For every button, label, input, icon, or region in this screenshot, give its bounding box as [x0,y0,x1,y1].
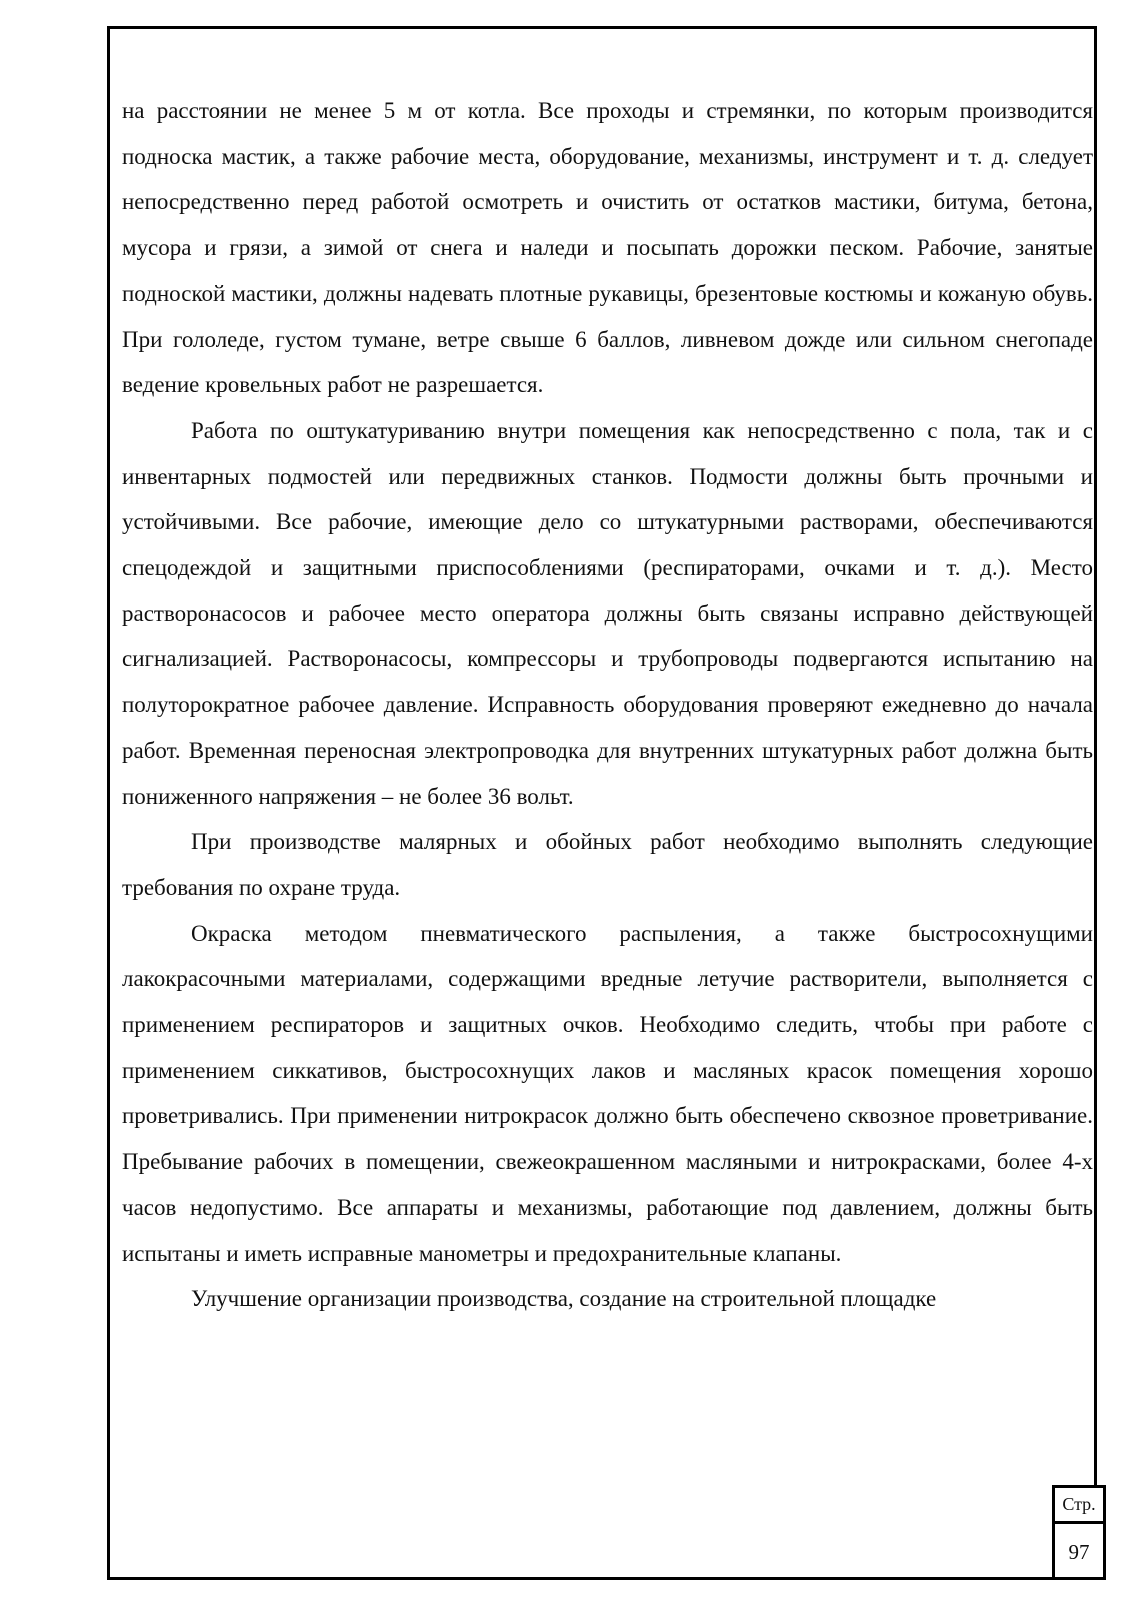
paragraph-1: на расстоянии не менее 5 м от котла. Все проходы и стремянки, по которым производится подноска мастик, а также рабочие места, оборудование, механизмы, инструмент и т. д. следует непосредственно перед работой осмотреть и очистить от остатков мастики, битума, бетона, мусора и грязи, а зимой от снега и наледи и посыпать дорожки песком. Рабочие, занятые подноской мастики, должны надевать плотные рукавицы, брезентовые костюмы и кожаную обувь. При гололеде, густом тумане, ветре свыше 6 баллов, ливневом дожде или сильном снегопаде ведение кровельных работ не разрешается. [122,98,1093,398]
page-number-stamp [1052,1485,1106,1580]
paragraph-2: Работа по оштукатуриванию внутри помещения как непосредственно с пола, так и с инвентарных подмостей или передвижных станков. Подмости должны быть прочными и устойчивыми. Все рабочие, имеющие дело со штукатурными растворами, обеспечиваются спецодеждой и защитными приспособлениями (респираторами, очками и т. д.). Место растворонасосов и рабочее место оператора должны быть связаны исправно действующей сигнализацией. Растворонасосы, компрессоры и трубопроводы подвергаются испытанию на полуторократное рабочее давление. Исправность оборудования проверяют ежедневно до начала работ. Временная переносная электропроводка для внутренних штукатурных работ должна быть пониженного напряжения – не более 36 вольт. [122,417,1093,809]
page-label: Стр. [1055,1488,1103,1524]
paragraph-4: Окраска методом пневматического распыления, а также быстросохнущими лакокрасочными материалами, содержащими вредные летучие растворители, выполняется с применением респираторов и защитных очков. Необходимо следить, чтобы при работе с применением сиккативов, быстросохнущих лаков и масляных красок помещения хорошо проветривались. При применении нитрокрасок должно быть обеспечено сквозное проветривание. Пребывание рабочих в помещении, свежеокрашенном масляными и нитрокрасками, более 4-х часов недопустимо. Все аппараты и механизмы, работающие под давлением, должны быть испытаны и иметь исправные манометры и предохранительные клапаны. [122,920,1093,1266]
document-body [122,88,1093,1322]
page-number: 97 [1068,1539,1090,1564]
paragraph-3: При производстве малярных и обойных работ необходимо выполнять следующие требования по охране труда. [122,829,1093,900]
paragraph-5: Улучшение организации производства, создание на строительной площадке [191,1286,937,1312]
